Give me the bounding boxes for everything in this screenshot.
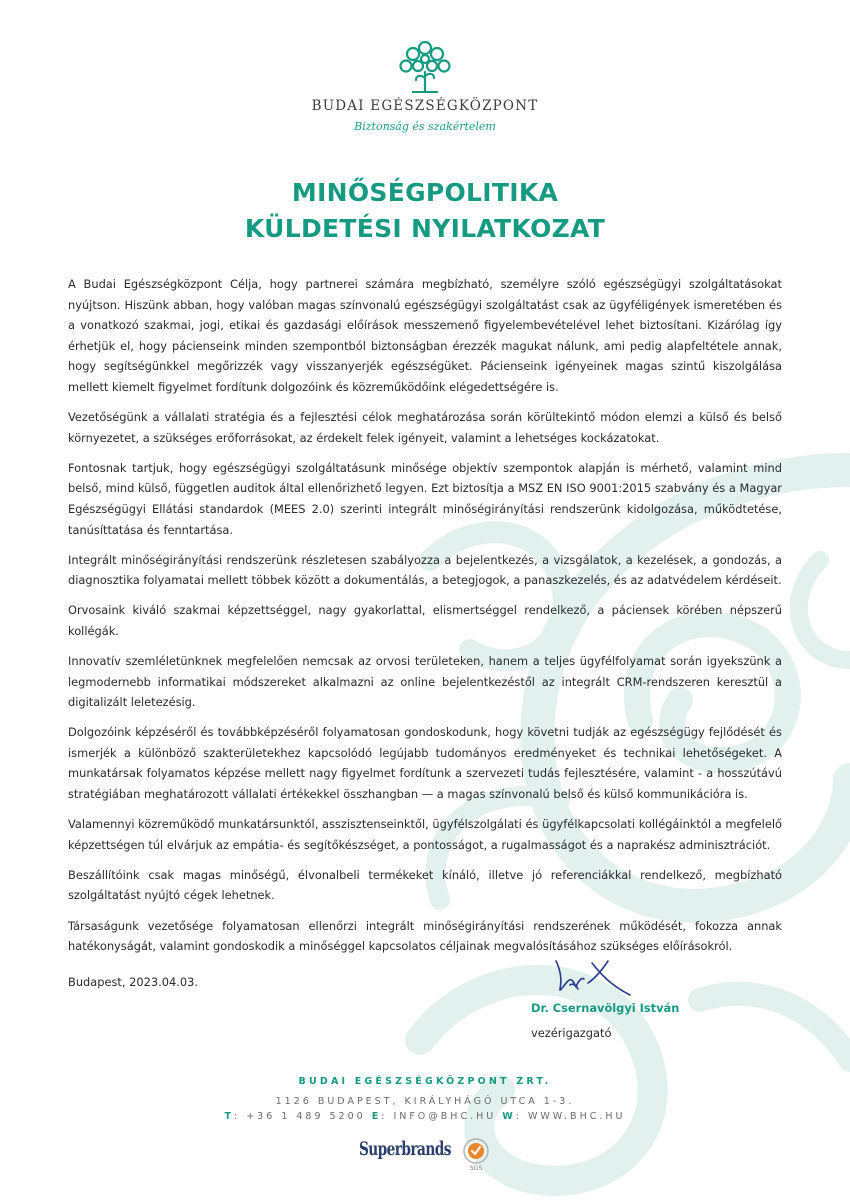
paragraph: Integrált minőségirányítási rendszerünk részletesen szabályozza a bejelentkezés, a vizsgálatok, a kezelések, a gondozás, a diagnosztika folyamatai mellett többek között a dokumentálás, a betegjogok, a panaszkezelés, és az adatvédelem kérdéseit. (68, 552, 782, 588)
footer (0, 1076, 850, 1122)
organization-tagline: Biztonság és szakértelem (354, 120, 496, 133)
footer-phone: : +36 1 489 5200 (234, 1111, 366, 1122)
footer-email: : INFO@BHC.HU (381, 1111, 497, 1122)
tree-logo-icon (394, 38, 456, 94)
signer-name: Dr. Csernavölgyi István (531, 1001, 680, 1015)
handwritten-signature (548, 955, 638, 1001)
sgs-label: SGS (469, 1165, 483, 1172)
header (0, 38, 850, 133)
phone-label: T (224, 1111, 234, 1122)
title-line-2: KÜLDETÉSI NYILATKOZAT (244, 214, 606, 243)
footer-address: 1126 BUDAPEST, KIRÁLYHÁGÓ UTCA 1-3. (275, 1096, 575, 1107)
paragraph: Dolgozóink képzéséről és továbbképzéséről folyamatosan gondoskodunk, hogy követni tudják az egészségügy fejlődését és ismerjék a különböző szakterületekhez kapcsolódó legújabb tudományos eredményeket és technikai lehetőségeket. A munkatársak folyamatos képzése mellett nagy figyelmet fordítunk a szervezeti tudás fejlesztésére, valamint - a hosszútávú stratégiában meghatározott vállalati értékekkel összhangban — a magas színvonalú belső és külső kommunikációra is. (68, 725, 782, 802)
paragraph: Beszállítóink csak magas minőségű, élvonalbeli termékeket kínáló, illetve jó referenciákkal rendelkező, megbízható szolgáltatást nyújtó cégek lehetnek. (68, 867, 782, 903)
paragraph: Innovatív szemléletünknek megfelelően nemcsak az orvosi területeken, hanem a teljes ügyfélfolyamat során igyekszünk a legmodernebb informatikai módszereket alkalmazni az online bejelentkezéstől az integrált CRM-rendszeren keresztül a digitalizált leletezésig. (68, 654, 782, 710)
email-label: E (371, 1111, 382, 1122)
paragraph: Orvosaink kiváló szakmai képzettséggel, nagy gyakorlattal, elismertséggel rendelkező, a páciensek körében népszerű kollégák. (68, 603, 782, 638)
footer-web: : WWW.BHC.HU (515, 1111, 626, 1122)
superbrands-logo: Superbrands (359, 1138, 451, 1160)
paragraph: Fontosnak tartjuk, hogy egészségügyi szolgáltatásunk minősége objektív szempontok alapján is mérhető, valamint mind belső, mind külső, független auditok által ellenőrizhető legyen. Ezt biztosítja a MSZ EN ISO 9001:2015 szabvány és a Magyar Egészségügyi Ellátási standardok (MEES 2.0) szerinti integrált minőségirányítási rendszerünk kidolgozása, működtetése, tanúsíttatása és fenntartása. (68, 460, 782, 537)
paragraph: Valamennyi közreműködő munkatársunktól, asszisztenseinktől, ügyfélszolgálati és ügyfélkapcsolati kollégáinktól a megfelelő képzettségen túl elvárjuk az empátia- és segítőkészséget, a pontosságot, a rugalmasságot és a naprakész adminisztrációt. (68, 817, 782, 852)
paragraph: Társaságunk vezetősége folyamatosan ellenőrzi integrált minőségirányítási rendszerének működését, fokozza annak hatékonyságát, valamint gondoskodik a minőséggel kapcsolatos céljainak megvalósításához szükséges előírásokról. (68, 918, 782, 954)
signer-role: vezérigazgató (531, 1026, 612, 1040)
organization-name: BUDAI EGÉSZSÉGKÖZPONT (311, 98, 539, 114)
footer-contact (0, 1111, 850, 1122)
footer-company-name: BUDAI EGÉSZSÉGKÖZPONT ZRT. (298, 1076, 552, 1087)
paragraph: Vezetőségünk a vállalati stratégia és a fejlesztési célok meghatározása során körültekintő módon elemzi a külső és belső környezetet, a szükséges erőforrásokat, az érdekelt felek igényeit, valamint a lehetséges kockázatokat. (68, 410, 782, 445)
title-line-1: MINŐSÉGPOLITIKA (291, 178, 559, 207)
policy-body (68, 274, 782, 966)
document-title (0, 175, 850, 247)
web-label: W (502, 1111, 516, 1122)
certification-badges (357, 1136, 507, 1172)
place-and-date: Budapest, 2023.04.03. (68, 975, 198, 989)
paragraph: A Budai Egészségközpont Célja, hogy partnerei számára megbízható, személyre szóló egészségügyi szolgáltatásokat nyújtson. Hiszünk abban, hogy valóban magas színvonalú egészségügyi szolgáltatást csak az ügyféligények ismeretében és a vonatkozó szakmai, jogi, etikai és gazdasági előírások messzemenő figyelembevételével lehet biztosítani. Kizárólag így érhetjük el, hogy pácienseink minden szempontból biztonságban érezzék magukat nálunk, ami pedig alapfeltétele annak, hogy segítségünkkel megőrizzék vagy visszanyerjék egészségüket. Pácienseink igényeinek magas szintű kiszolgálása mellett kiemelt figyelmet fordítunk dolgozóink és közreműködőink elégedettségére is. (68, 277, 782, 394)
sgs-certification-icon (459, 1136, 493, 1172)
